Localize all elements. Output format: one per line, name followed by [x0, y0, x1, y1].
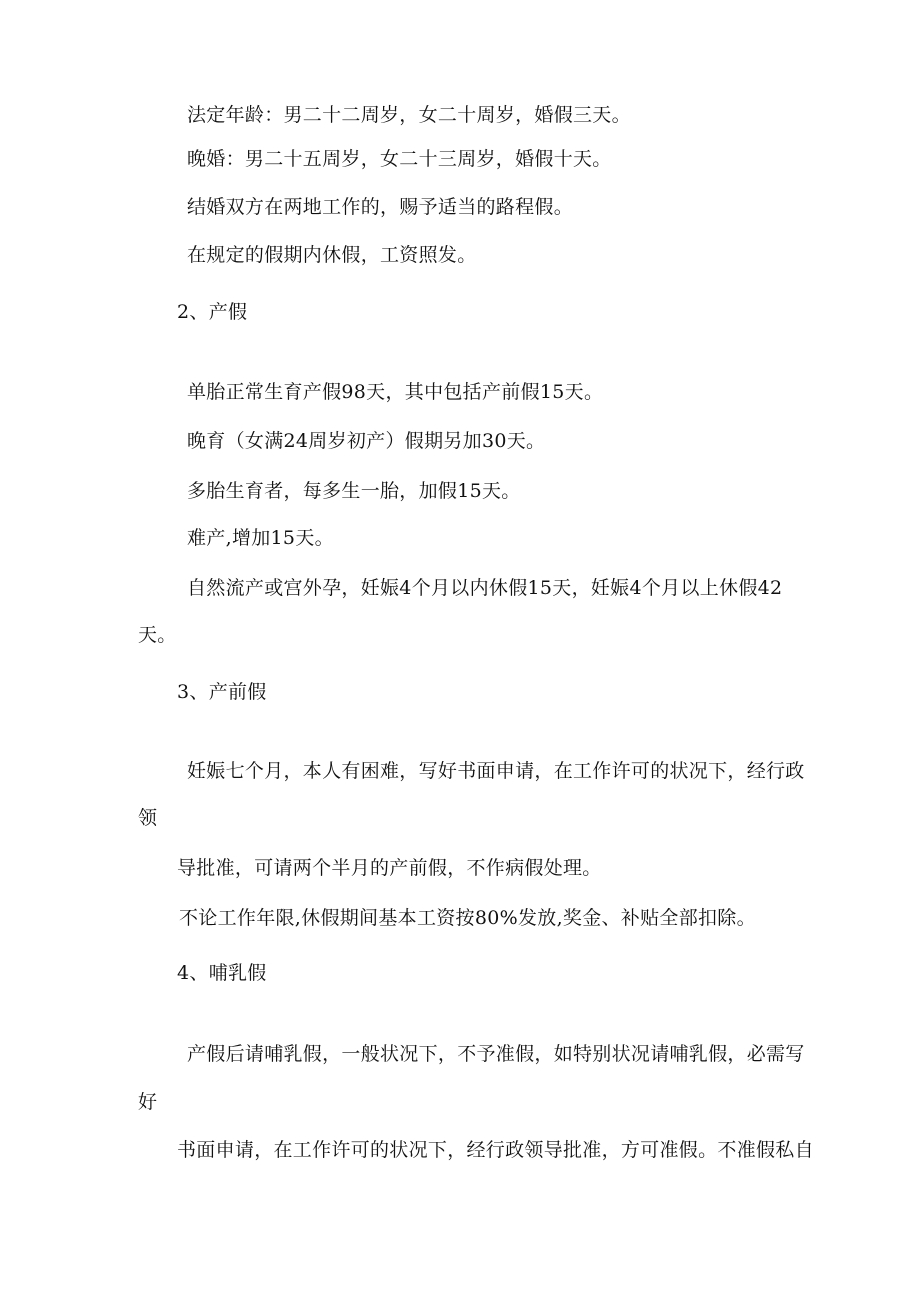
- late-birth-line: 晚育（女满24周岁初产）假期另加30天。: [187, 430, 546, 452]
- miscarriage-line-2: 天。: [138, 624, 177, 646]
- miscarriage-line-1: 自然流产或宫外孕，妊娠4个月以内休假15天，妊娠4个月以上休假42: [187, 577, 783, 599]
- prenatal-line-1: 妊娠七个月，本人有困难，写好书面申请，在工作许可的状况下，经行政: [187, 760, 805, 782]
- legal-age-line: 法定年龄：男二十二周岁，女二十周岁，婚假三天。: [187, 104, 631, 126]
- salary-line: 在规定的假期内休假，工资照发。: [187, 244, 477, 266]
- section-heading-prenatal: 3、产前假: [177, 681, 267, 703]
- nursing-line-2: 好: [138, 1091, 158, 1113]
- prenatal-line-3: 导批准，可请两个半月的产前假，不作病假处理。: [177, 857, 602, 879]
- travel-leave-line: 结婚双方在两地工作的，赐予适当的路程假。: [187, 196, 574, 218]
- nursing-line-1: 产假后请哺乳假，一般状况下，不予准假，如特别状况请哺乳假，必需写: [187, 1043, 805, 1065]
- late-marriage-line: 晚婚：男二十五周岁，女二十三周岁，婚假十天。: [187, 148, 612, 170]
- section-heading-nursing: 4、哺乳假: [177, 962, 267, 984]
- multiple-birth-line: 多胎生育者，每多生一胎，加假15天。: [187, 480, 521, 502]
- difficult-birth-line: 难产,增加15天。: [187, 527, 334, 549]
- section-heading-maternity: 2、产假: [177, 301, 248, 323]
- single-birth-line: 单胎正常生育产假98天，其中包括产前假15天。: [187, 381, 604, 403]
- prenatal-pay-rule-line: 不论工作年限,休假期间基本工资按80%发放,奖金、补贴全部扣除。: [179, 907, 756, 929]
- prenatal-line-2: 领: [138, 807, 158, 829]
- nursing-line-3: 书面申请，在工作许可的状况下，经行政领导批准，方可准假。不准假私自: [177, 1139, 814, 1161]
